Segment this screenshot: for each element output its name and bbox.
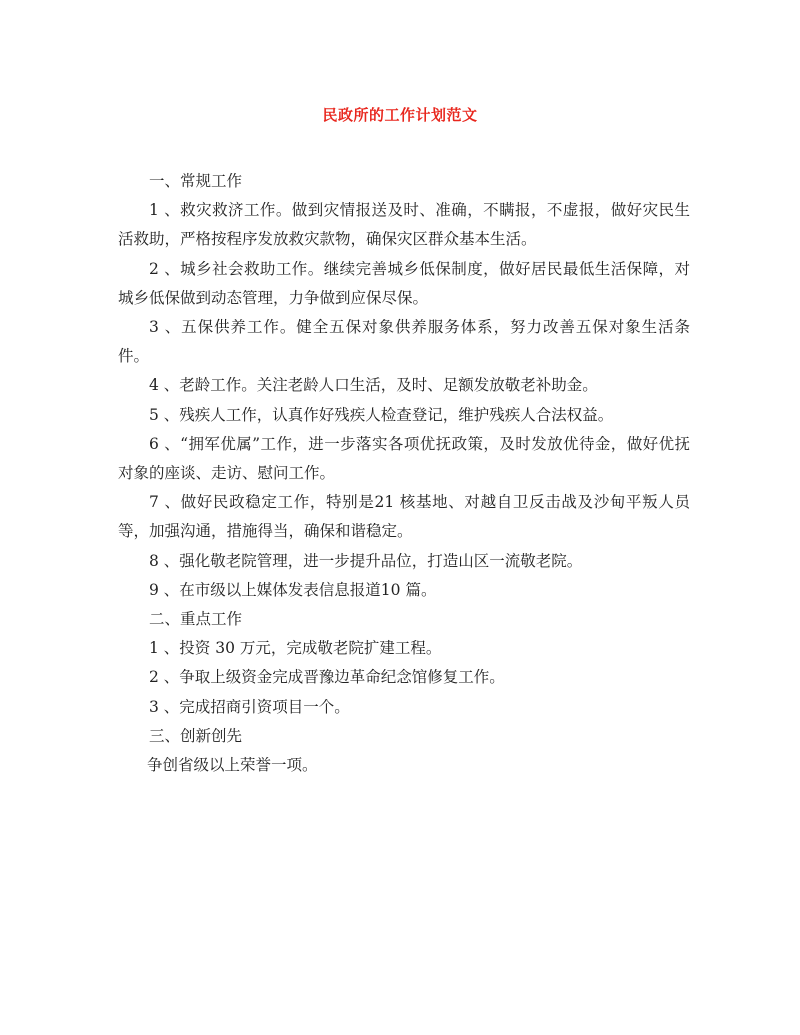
paragraph: 3 、完成招商引资项目一个。 [149,697,350,716]
paragraph: 争创省级以上荣誉一项。 [147,756,318,775]
paragraph: 9 、在市级以上媒体发表信息报道10 篇。 [149,580,437,599]
paragraph: 2 、城乡社会救助工作。继续完善城乡低保制度，做好居民最低生活保障，对城乡低保做到动态管理，力争做到应保尽保。 [118,259,690,307]
section-heading: 三、创新创先 [149,726,243,745]
paragraph: 3 、五保供养工作。健全五保对象供养服务体系，努力改善五保对象生活条件。 [118,318,690,366]
paragraph: 4 、老龄工作。关注老龄人口生活，及时、足额发放敬老补助金。 [149,376,598,395]
document-body [118,167,690,780]
document-title: 民政所的工作计划范文 [322,106,478,124]
paragraph: 7 、做好民政稳定工作，特别是21 核基地、对越自卫反击战及沙甸平叛人员等，加强沟通，措施得当，确保和谐稳定。 [118,493,690,541]
section-heading: 二、重点工作 [149,610,243,629]
paragraph: 2 、争取上级资金完成晋豫边革命纪念馆修复工作。 [149,668,505,687]
paragraph: 6 、“拥军优属”工作，进一步落实各项优抚政策，及时发放优待金，做好优抚对象的座谈、走访、慰问工作。 [118,434,690,483]
paragraph: 1 、救灾救济工作。做到灾情报送及时、准确，不瞒报，不虚报，做好灾民生活救助，严格按程序发放救灾款物，确保灾区群众基本生活。 [118,201,690,249]
paragraph: 8 、强化敬老院管理，进一步提升品位，打造山区一流敬老院。 [149,551,583,570]
paragraph: 1 、投资 30 万元，完成敬老院扩建工程。 [149,639,442,658]
paragraph: 5 、残疾人工作，认真作好残疾人检查登记，维护残疾人合法权益。 [149,405,614,424]
section-heading: 一、常规工作 [149,172,243,190]
